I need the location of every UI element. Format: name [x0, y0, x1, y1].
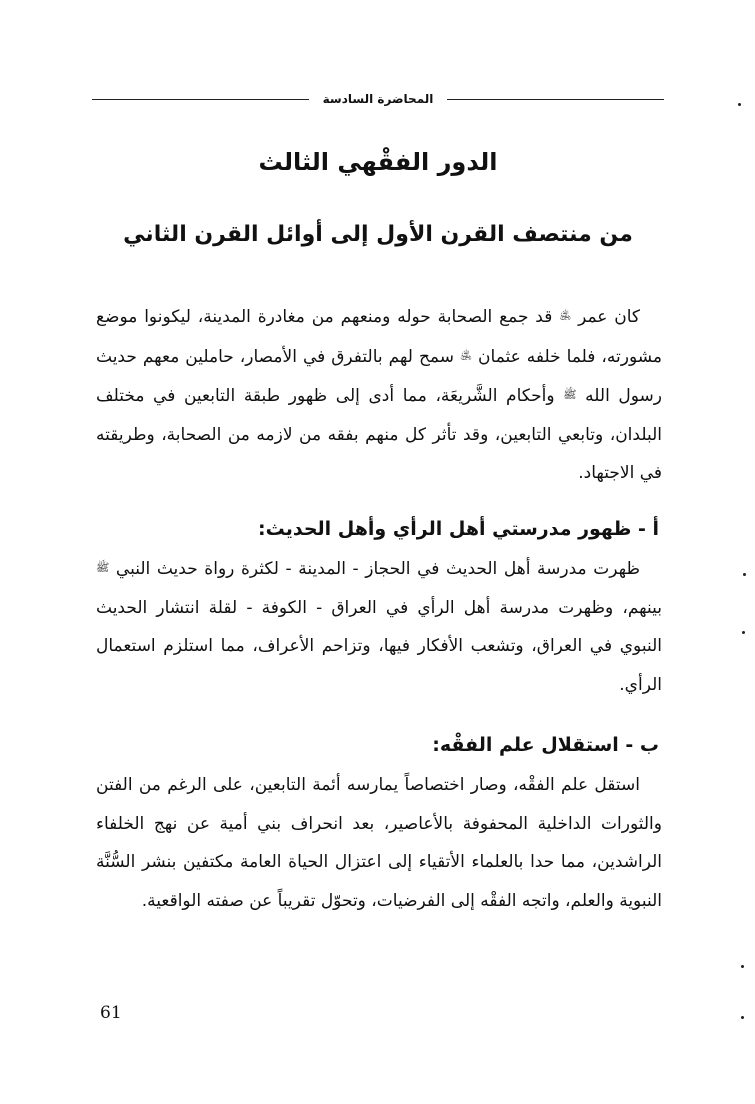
intro-paragraph	[96, 297, 662, 493]
section-a-text-2: بينهم، وظهرت مدرسة أهل الرأي في العراق - الكوفة - لقلة انتشار الحديث النبوي في العراق، وتشعب الأفكار فيها، وتزاحم الأعراف، مما استلزم استعمال الرأي.	[96, 597, 662, 695]
chapter-title: الدور الفقْهي الثالث	[258, 148, 498, 176]
section-a-paragraph	[96, 549, 662, 704]
honorific-salla: ﷺ	[563, 388, 577, 401]
section-heading-a: أ - ظهور مدرستي أهل الرأي وأهل الحديث:	[258, 518, 659, 540]
margin-mark	[741, 1016, 744, 1019]
honorific-salla: ﷺ	[96, 561, 110, 574]
intro-text-1: كان عمر	[578, 307, 641, 327]
intro-text-3: سمح لهم بالتفرق في الأمصار، حاملين معهم حديث رسول الله	[96, 346, 662, 406]
page-number: 61	[100, 1003, 122, 1023]
honorific-radiyallah: ﵁	[460, 348, 473, 362]
header-rule-right	[447, 99, 664, 100]
section-a-text-1: ظهرت مدرسة أهل الحديث في الحجاز - المدينة - لكثرة رواة حديث النبي	[115, 559, 640, 579]
running-header	[92, 88, 664, 110]
margin-mark	[743, 573, 746, 576]
honorific-radiyallah: ﵁	[559, 309, 572, 322]
section-b-text: استقل علم الفقْه، وصار اختصاصاً يمارسه أئمة التابعين، على الرغم من الفتن والثورات الداخلية المحفوفة بالأعاصير، بعد انحراف بني أمية عن نهج الخلفاء الراشدين، مما حدا بالعلماء الأتقياء إلى اعتزال الحياة العامة مكتفين بنشر السُّنَّة النبوية والعلم، واتجه الفقْه إلى الفرضيات، وتحوّل تقريباً عن صفته الواقعية.	[96, 775, 662, 911]
header-rule-left	[92, 99, 309, 100]
margin-mark	[742, 631, 745, 634]
section-heading-b: ب - استقلال علم الفقْه:	[432, 734, 659, 756]
running-header-title: المحاضرة السادسة	[322, 92, 434, 106]
section-b-paragraph	[96, 766, 662, 920]
intro-text-4: وأحكام الشَّريعَة، مما أدى إلى ظهور طبقة التابعين في مختلف البلدان، وتابعي التابعين، وقد تأثر كل منهم بفقه من لازمه من الصحابة، وطريقته في الاجتهاد.	[96, 386, 662, 483]
margin-mark	[741, 965, 744, 968]
margin-mark	[738, 103, 741, 106]
intro-text-2: قد جمع الصحابة حوله ومنعهم من مغادرة المدينة، ليكونوا موضع مشورته، فلما خلفه عثمان	[96, 307, 662, 367]
chapter-subtitle: من منتصف القرن الأول إلى أوائل القرن الثاني	[123, 222, 633, 247]
